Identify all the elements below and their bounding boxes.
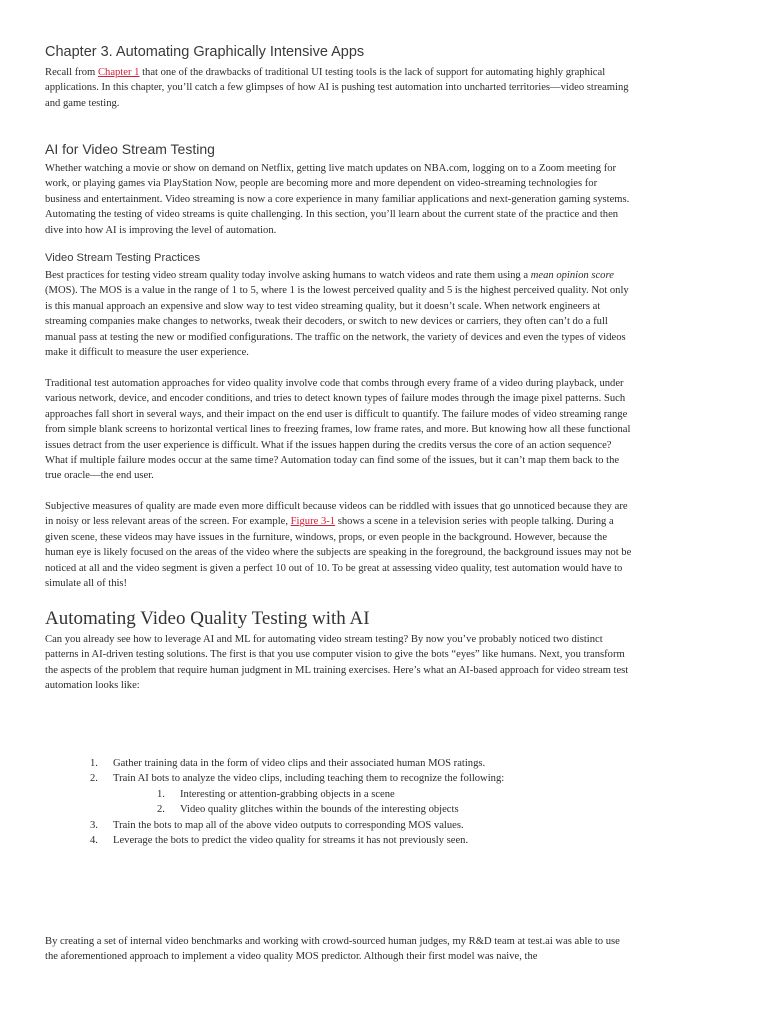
chapter-intro-paragraph: [45, 65, 635, 111]
step-number: 2.: [90, 773, 98, 785]
bot-recognition-substeps-list: [45, 787, 504, 818]
testing-practices-paragraph-3: [45, 499, 635, 591]
subsection-heading-testing-practices: Video Stream Testing Practices: [45, 252, 201, 264]
substep-text: Video quality glitches within the bounds of the interesting objects: [180, 804, 459, 816]
list-item: [45, 756, 504, 771]
intro-text-start: Recall from: [45, 67, 98, 78]
step-number: 4.: [90, 835, 98, 847]
list-item: [45, 833, 504, 848]
nested-list-container: [45, 787, 504, 818]
section-heading-automating-video-quality: Automating Video Quality Testing with AI: [45, 608, 370, 629]
step-text: Train AI bots to analyze the video clips, including teaching them to recognize the following:: [113, 773, 505, 785]
list-item: [45, 802, 504, 817]
testing-practices-paragraph-2: Traditional test automation approaches for video quality involve code that combs through every frame of a video during playback, under various network, device, and encoder conditions, and tries to detect known types of failure modes through the image pixel patterns. Such approaches fall short in several ways, and their impact on the end user is difficult to quantify. The failure modes of video streaming range from simple blank screens to horizontal vertical lines to freezing frames, low frame rates, and more. But knowing how all these functional issues detract from the user experience is difficult. What if the issues happen during the credits versus the core of an action sequence? What if multiple failure modes occur at the same time? Automation today can find some of the issues, but it can’t map them back to the true oracle—the end user.: [45, 378, 631, 482]
chapter-title: Chapter 3. Automating Graphically Intensive Apps: [45, 44, 365, 60]
mos-term: mean opinion score: [530, 270, 614, 281]
step-text: Leverage the bots to predict the video quality for streams it has not previously seen.: [113, 835, 469, 847]
mos-text-start: Best practices for testing video stream quality today involve asking humans to watch videos and rate them using a: [45, 270, 531, 281]
section-heading-video-stream-testing: AI for Video Stream Testing: [45, 141, 215, 157]
figure-text-start: Subjective measures of quality are made even more difficult because videos can be riddled with issues that go unnoticed because they are in noisy or less relevant areas of the screen. For example,: [45, 501, 628, 528]
substep-number: 1.: [157, 788, 165, 800]
list-item: [45, 787, 504, 802]
list-item: [45, 818, 504, 833]
figure-text-end: shows a scene in a television series with people talking. During a given scene, these videos may have issues in the furniture, windows, props, or even people in the background. However, because the human eye is likely focused on the areas of the video where the subjects are speaking in the foreground, the background issues may not be noticed at all and the video segment is given a perfect 10 out of 10. To be great at assessing video quality, test automation would have to simulate all of this!: [45, 516, 632, 590]
section-video-stream-paragraph: Whether watching a movie or show on demand on Netflix, getting live match updates on NBA.com, logging on to a Zoom meeting for work, or playing games via PlayStation Now, people are becoming more and more dependent on video-streaming technologies for business and entertainment. Video streaming is now a core experience in many familiar applications and next-generation gaming systems. Automating the testing of video streams is quite challenging. In this section, you’ll learn about the current state of the practice and then dive into how AI is improving the level of automation.: [45, 163, 630, 236]
figure-3-1-link[interactable]: Figure 3-1: [290, 516, 336, 528]
testing-practices-paragraph-1: [45, 268, 635, 360]
intro-text-end: that one of the drawbacks of traditional UI testing tools is the lack of support for automating highly graphical applications. In this chapter, you’ll catch a few glimpses of how AI is pushing test automation into uncharted territories—video streaming and game testing.: [45, 67, 629, 109]
automating-video-quality-paragraph: Can you already see how to leverage AI and ML for automating video stream testing? By now you’ve probably noticed two distinct patterns in AI-driven testing solutions. The first is that you use computer vision to give the bots “eyes” like humans. Next, you transform the aspects of the problem that require human judgment in ML training exercises. Here’s what an AI-based approach for video stream test automation looks like:: [45, 634, 629, 692]
step-number: 3.: [90, 819, 98, 831]
substep-number: 2.: [157, 804, 165, 816]
step-text: Gather training data in the form of video clips and their associated human MOS ratings.: [113, 758, 486, 769]
substep-text: Interesting or attention-grabbing objects in a scene: [180, 788, 395, 800]
closing-paragraph: By creating a set of internal video benchmarks and working with crowd-sourced human judges, my R&D team at test.ai was able to use the aforementioned approach to implement a video quality MOS predictor. Although their first model was naive, the: [45, 936, 620, 963]
ai-approach-steps-list: [45, 756, 504, 848]
step-text: Train the bots to map all of the above video outputs to corresponding MOS values.: [113, 819, 464, 831]
chapter-1-link[interactable]: Chapter 1: [97, 67, 140, 78]
mos-text-end: (MOS). The MOS is a value in the range of 1 to 5, where 1 is the lowest perceived quality and 5 is the highest perceived quality. Not only is this manual approach an expensive and slow way to test video streaming quality, but it doesn’t scale. When network engineers at streaming companies make changes to networks, tweak their decoders, or switch to new devices or carriers, they often can’t do a full manual pass at testing the new or modified configurations. The traffic on the network, the variety of devices and even the types of videos make it difficult to measure the user experience.: [45, 285, 629, 359]
list-item: [45, 771, 504, 786]
step-number: 1.: [90, 758, 98, 769]
